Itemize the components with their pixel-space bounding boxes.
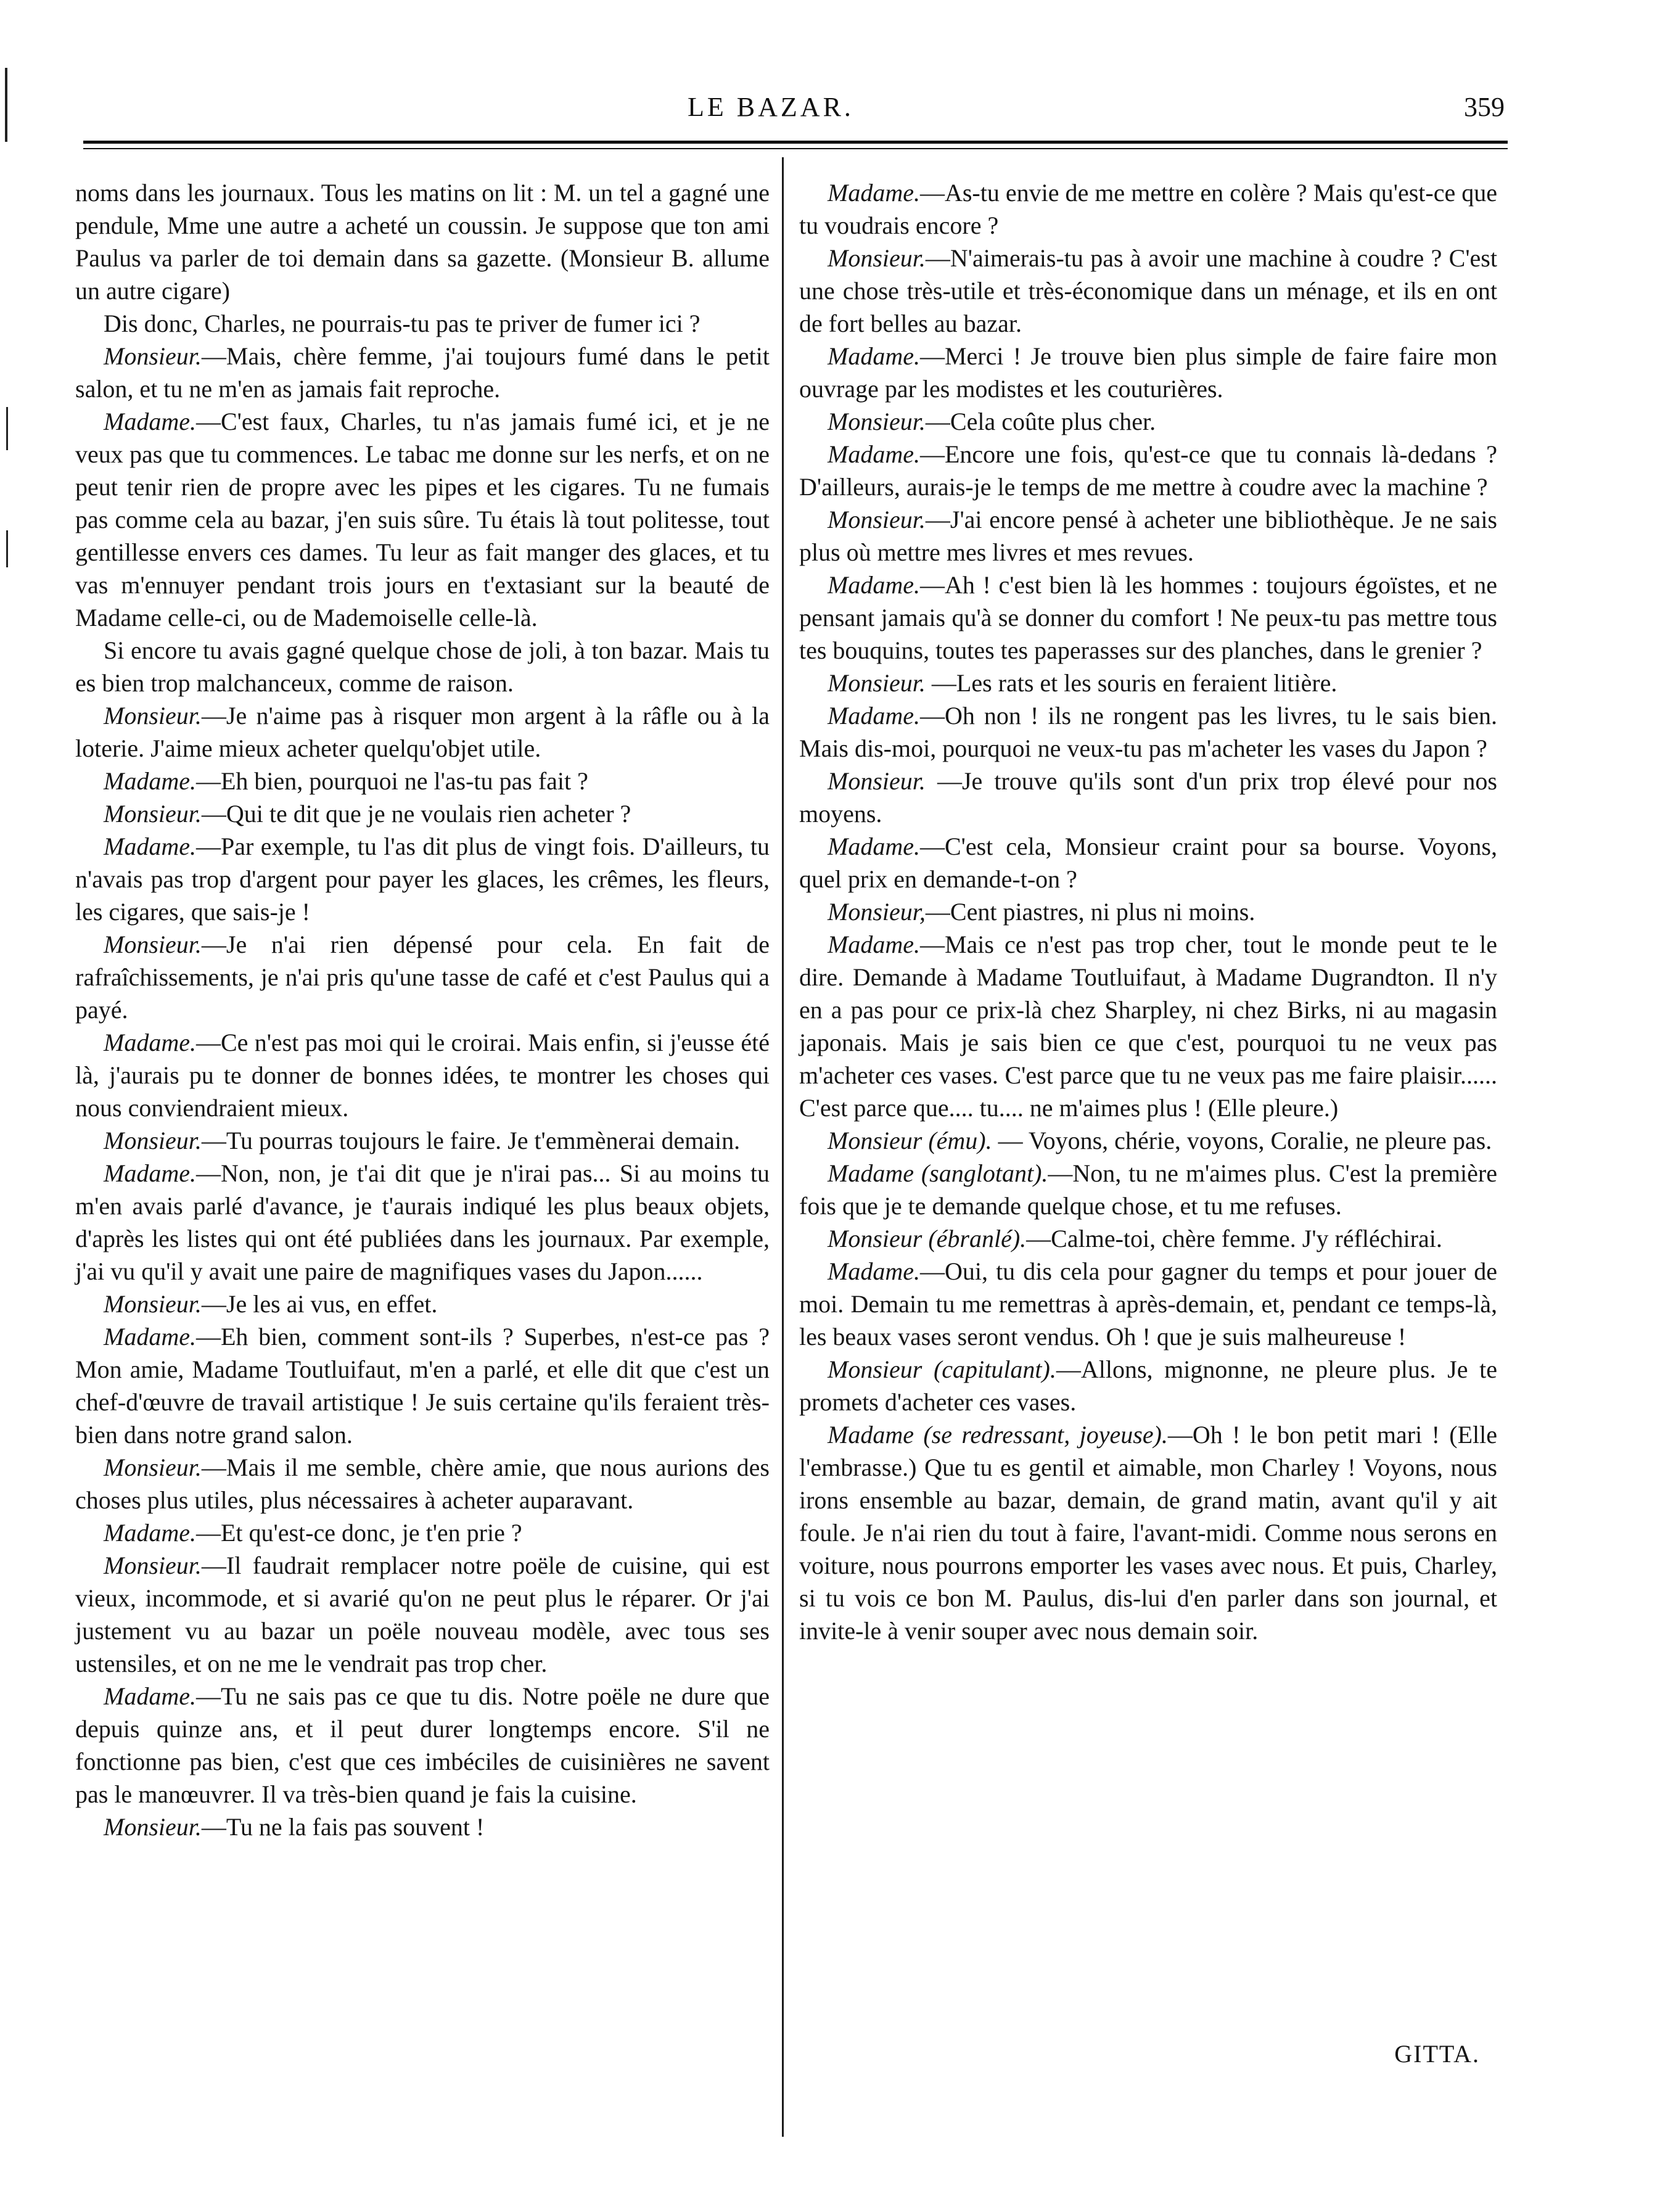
dialogue-text: —Je n'ai rien dépensé pour cela. En fait de rafraîchissements, je n'ai pris qu'une tasse de café et c'est Paulus qui a payé. [75, 931, 770, 1024]
speaker-label: Monsieur. [104, 1453, 202, 1481]
dialogue-paragraph [799, 242, 1497, 340]
dialogue-text: —Ce n'est pas moi qui le croirai. Mais enfin, si j'eusse été là, j'aurais pu te donner de bonnes idées, te montrer les choses qui nous conviendraient mieux. [75, 1029, 770, 1122]
dialogue-text: noms dans les journaux. Tous les matins on lit : M. un tel a gagné une pendule, Mme une autre a acheté un coussin. Je suppose que ton ami Paulus va parler de toi demain dans sa gazette. (Monsieur B. allume un autre cigare) [75, 179, 770, 305]
dialogue-text: —Oui, tu dis cela pour gagner du temps et pour jouer de moi. Demain tu me remettras à après-demain, et, pendant ce temps-là, les beaux vases seront vendus. Oh ! que je suis malheureuse ! [799, 1257, 1497, 1351]
dialogue-text: —Les rats et les souris en feraient litière. [925, 669, 1337, 697]
dialogue-paragraph [75, 928, 770, 1026]
dialogue-paragraph [75, 1549, 770, 1680]
speaker-label: Madame. [104, 1519, 196, 1547]
dialogue-paragraph [75, 1288, 770, 1320]
left-column [75, 176, 770, 1843]
speaker-label: Monsieur. [104, 1552, 202, 1579]
dialogue-text: Dis donc, Charles, ne pourrais-tu pas te priver de fumer ici ? [104, 310, 701, 337]
dialogue-paragraph [799, 667, 1497, 699]
dialogue-paragraph [799, 438, 1497, 503]
dialogue-text: —Non, non, je t'ai dit que je n'irai pas... Si au moins tu m'en avais parlé d'avance, je t'aurais indiqué les plus beaux objets, d'après les listes qui ont été publiées dans les journaux. Par exemple, j'ai vu qu'il y avait une paire de magnifiques vases du Japon...... [75, 1159, 770, 1285]
dialogue-paragraph [75, 1451, 770, 1516]
dialogue-text: —Oh non ! ils ne rongent pas les livres, tu le sais bien. Mais dis-moi, pourquoi ne veux-tu pas m'acheter les vases du Japon ? [799, 702, 1497, 762]
speaker-label: Madame. [828, 440, 920, 468]
dialogue-paragraph [75, 1157, 770, 1288]
dialogue-text: —Mais il me semble, chère amie, que nous aurions des choses plus utiles, plus nécessaires à acheter auparavant. [75, 1453, 770, 1514]
speaker-label: Monsieur, [828, 898, 926, 926]
margin-scan-mark [6, 530, 8, 567]
dialogue-paragraph [799, 830, 1497, 895]
dialogue-text: —Par exemple, tu l'as dit plus de vingt fois. D'ailleurs, tu n'avais pas trop d'argent pour payer les glaces, les crêmes, les fleurs, les cigares, que sais-je ! [75, 833, 770, 926]
page-number: 359 [1464, 92, 1505, 122]
speaker-label: Madame. [104, 1159, 196, 1187]
speaker-label: Monsieur. [828, 408, 926, 435]
speaker-label: Madame. [104, 1682, 196, 1710]
speaker-label: Monsieur. [104, 1813, 202, 1841]
dialogue-paragraph [75, 1811, 770, 1843]
dialogue-text: —Tu ne sais pas ce que tu dis. Notre poële ne dure que depuis quinze ans, et il peut durer longtemps encore. S'il ne fonctionne pas bien, c'est que ces imbéciles de cuisinières ne savent pas le manœuvrer. Il va très-bien quand je fais la cuisine. [75, 1682, 770, 1808]
dialogue-text: —Il faudrait remplacer notre poële de cuisine, qui est vieux, incommode, et si avarié qu'on ne peut plus le réparer. Or j'ai justement vu au bazar un poële nouveau modèle, avec tous ses ustensiles, et on ne me le vendrait pas trop cher. [75, 1552, 770, 1677]
dialogue-text: —Mais, chère femme, j'ai toujours fumé dans le petit salon, et tu ne m'en as jamais fait reproche. [75, 342, 770, 403]
dialogue-text: —Cela coûte plus cher. [925, 408, 1156, 435]
dialogue-paragraph [799, 1124, 1497, 1157]
speaker-label: Madame. [104, 1029, 196, 1056]
dialogue-text: —Tu pourras toujours le faire. Je t'emmènerai demain. [201, 1127, 741, 1154]
dialogue-paragraph [75, 765, 770, 797]
margin-scan-mark [6, 407, 8, 450]
speaker-label: Madame. [828, 702, 920, 730]
speaker-label: Monsieur. [104, 800, 202, 828]
speaker-label: Madame. [828, 931, 920, 958]
dialogue-text: —Cent piastres, ni plus ni moins. [925, 898, 1255, 926]
speaker-label: Madame. [828, 833, 920, 860]
dialogue-text: Si encore tu avais gagné quelque chose de joli, à ton bazar. Mais tu es bien trop malchanceux, comme de raison. [75, 636, 770, 697]
dialogue-paragraph [75, 1124, 770, 1157]
speaker-label: Monsieur. [828, 669, 926, 697]
speaker-label: Monsieur. [828, 244, 926, 272]
dialogue-text: —Calme-toi, chère femme. J'y réfléchirai. [1026, 1225, 1442, 1252]
dialogue-text: —Je les ai vus, en effet. [201, 1290, 438, 1318]
dialogue-text: —Encore une fois, qu'est-ce que tu connais là-dedans ? D'ailleurs, aurais-je le temps de me mettre à coudre avec la machine ? [799, 440, 1497, 501]
dialogue-paragraph [75, 1516, 770, 1549]
speaker-label: Monsieur. [828, 506, 926, 533]
author-signature: GITTA. [1394, 2040, 1480, 2068]
dialogue-paragraph [799, 176, 1497, 242]
dialogue-paragraph [75, 1026, 770, 1124]
margin-scan-mark [5, 68, 7, 142]
dialogue-text: —J'ai encore pensé à acheter une bibliothèque. Je ne sais plus où mettre mes livres et mes revues. [799, 506, 1497, 566]
speaker-label: Monsieur. [104, 1290, 202, 1318]
dialogue-text: —Merci ! Je trouve bien plus simple de faire faire mon ouvrage par les modistes et les couturières. [799, 342, 1497, 403]
speaker-label: Madame. [104, 1323, 196, 1351]
dialogue-paragraph [75, 797, 770, 830]
speaker-label: Monsieur. [104, 1127, 202, 1154]
page-header [0, 0, 1660, 148]
dialogue-text: —Non, tu ne m'aimes plus. C'est la première fois que je te demande quelque chose, et tu me refuses. [799, 1159, 1497, 1220]
dialogue-paragraph [799, 340, 1497, 405]
speaker-label: Madame. [828, 179, 920, 207]
speaker-label: Madame. [828, 342, 920, 370]
dialogue-paragraph [799, 765, 1497, 830]
dialogue-paragraph [75, 699, 770, 765]
speaker-label: Monsieur (ému). [828, 1127, 992, 1154]
speaker-label: Madame (se redressant, joyeuse). [828, 1421, 1168, 1449]
dialogue-text: —Je n'aime pas à risquer mon argent à la râfle ou à la loterie. J'aime mieux acheter quelqu'objet utile. [75, 702, 770, 762]
speaker-label: Monsieur (capitulant). [828, 1355, 1056, 1383]
dialogue-text: —Oh ! le bon petit mari ! (Elle l'embrasse.) Que tu es gentil et aimable, mon Charley ! Voyons, nous irons ensemble au bazar, demain, de grand matin, avant qu'il y ait foule. Je n'ai rien du tout à faire, l'avant-midi. Comme nous serons en voiture, nous pourrons emporter les vases avec nous. Et puis, Charley, si tu vois ce bon M. Paulus, dis-lui d'en parler dans son journal, et invite-le à venir souper avec nous demain soir. [799, 1421, 1497, 1645]
dialogue-text: —C'est faux, Charles, tu n'as jamais fumé ici, et je ne veux pas que tu commences. Le tabac me donne sur les nerfs, et on ne peut tenir rien de propre avec les pipes et les cigares. Tu ne fumais pas comme cela au bazar, j'en suis sûre. Tu étais là tout politesse, tout gentillesse envers ces dames. Tu leur as fait manger des glaces, et tu vas m'ennuyer pendant trois jours en t'extasiant sur la beauté de Madame celle-ci, ou de Mademoiselle celle-là. [75, 408, 770, 631]
dialogue-paragraph [799, 405, 1497, 438]
dialogue-paragraph [75, 405, 770, 634]
dialogue-paragraph [75, 340, 770, 405]
dialogue-paragraph [799, 699, 1497, 765]
header-rule-thick [83, 141, 1508, 144]
dialogue-text: — Voyons, chérie, voyons, Coralie, ne pleure pas. [992, 1127, 1492, 1154]
speaker-label: Monsieur. [104, 931, 202, 958]
speaker-label: Madame. [104, 767, 196, 795]
dialogue-paragraph [799, 1353, 1497, 1418]
dialogue-paragraph [75, 1320, 770, 1451]
running-title: LE BAZAR. [688, 92, 854, 122]
dialogue-text: —Eh bien, comment sont-ils ? Superbes, n'est-ce pas ? Mon amie, Madame Toutluifaut, m'en a parlé, et elle dit que c'est un chef-d'œuvre de travail artistique ! Je suis certaine qu'ils feraient très-bien dans notre grand salon. [75, 1323, 770, 1449]
speaker-label: Madame. [104, 408, 196, 435]
header-rule-thin [83, 148, 1508, 149]
dialogue-text: —Tu ne la fais pas souvent ! [201, 1813, 485, 1841]
speaker-label: Monsieur. [104, 702, 202, 730]
dialogue-paragraph [75, 307, 770, 340]
speaker-label: Madame (sanglotant). [828, 1159, 1048, 1187]
dialogue-text: —Et qu'est-ce donc, je t'en prie ? [195, 1519, 522, 1547]
dialogue-paragraph [799, 928, 1497, 1124]
dialogue-text: —Allons, mignonne, ne pleure plus. Je te promets d'acheter ces vases. [799, 1355, 1497, 1416]
dialogue-paragraph [799, 895, 1497, 928]
speaker-label: Monsieur. [104, 342, 202, 370]
column-divider [782, 157, 784, 2137]
speaker-label: Madame. [828, 571, 920, 599]
dialogue-text: —As-tu envie de me mettre en colère ? Mais qu'est-ce que tu voudrais encore ? [799, 179, 1497, 239]
dialogue-paragraph [799, 503, 1497, 569]
dialogue-paragraph [799, 569, 1497, 667]
dialogue-paragraph [75, 830, 770, 928]
dialogue-paragraph [799, 1255, 1497, 1353]
speaker-label: Madame. [828, 1257, 920, 1285]
dialogue-text: —Eh bien, pourquoi ne l'as-tu pas fait ? [195, 767, 588, 795]
dialogue-paragraph [799, 1222, 1497, 1255]
dialogue-paragraph [75, 634, 770, 699]
dialogue-paragraph [799, 1418, 1497, 1647]
dialogue-paragraph [75, 176, 770, 307]
dialogue-text: —N'aimerais-tu pas à avoir une machine à coudre ? C'est une chose très-utile et très-économique dans un ménage, et ils en ont de fort belles au bazar. [799, 244, 1497, 337]
speaker-label: Madame. [104, 833, 196, 860]
dialogue-text: —Je trouve qu'ils sont d'un prix trop élevé pour nos moyens. [799, 767, 1497, 828]
dialogue-text: —C'est cela, Monsieur craint pour sa bourse. Voyons, quel prix en demande-t-on ? [799, 833, 1497, 893]
speaker-label: Monsieur (ébranlé). [828, 1225, 1027, 1252]
dialogue-paragraph [75, 1680, 770, 1811]
dialogue-text: —Qui te dit que je ne voulais rien acheter ? [201, 800, 631, 828]
dialogue-paragraph [799, 1157, 1497, 1222]
speaker-label: Monsieur. [828, 767, 926, 795]
right-column [799, 176, 1497, 1647]
dialogue-text: —Mais ce n'est pas trop cher, tout le monde peut te le dire. Demande à Madame Toutluifaut, à Madame Dugrandton. Il n'y en a pas pour ce prix-là chez Sharpley, ni chez Birks, ni au magasin japonais. Mais je sais bien ce que c'est, pourquoi tu ne veux pas m'acheter ces vases. C'est parce que tu ne veux pas me faire plaisir...... C'est parce que.... tu.... ne m'aimes plus ! (Elle pleure.) [799, 931, 1497, 1122]
dialogue-text: —Ah ! c'est bien là les hommes : toujours égoïstes, et ne pensant jamais qu'à se donner du comfort ! Ne peux-tu pas mettre tous tes bouquins, toutes tes paperasses sur des planches, dans le grenier ? [799, 571, 1497, 664]
